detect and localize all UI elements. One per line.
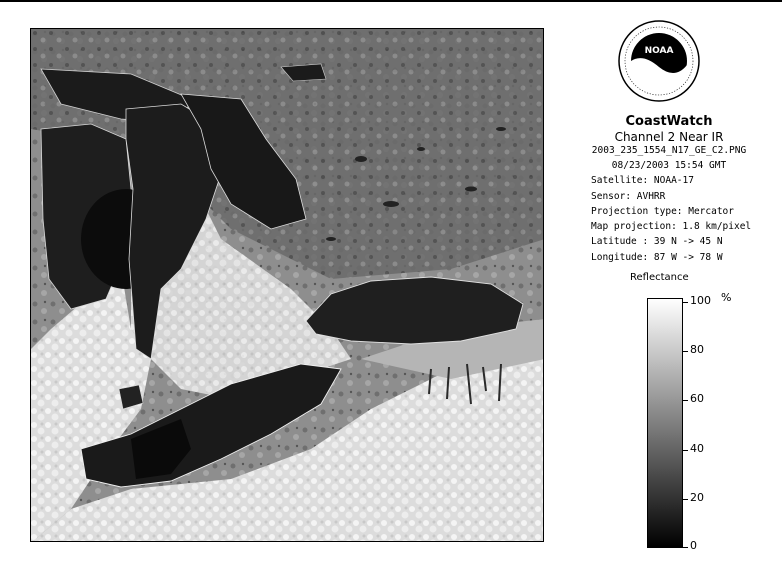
filename: 2003_235_1554_N17_GE_C2.PNG — [591, 145, 747, 156]
map-projection: Map projection: 1.8 km/pixel — [591, 221, 752, 233]
reflectance-colorbar — [647, 298, 683, 548]
latitude-range: Latitude : 39 N -> 45 N — [591, 236, 723, 248]
satellite-image — [30, 28, 544, 542]
noaa-logo-graphic — [618, 20, 700, 102]
colorbar-tick-label: 40 — [690, 442, 704, 455]
colorbar-tick — [683, 351, 688, 352]
colorbar-tick — [683, 302, 688, 303]
sensor: Sensor: AVHRR — [591, 190, 666, 202]
satellite: Satellite: NOAA-17 — [591, 175, 694, 187]
image-info-panel — [556, 114, 782, 265]
noaa-logo — [618, 20, 700, 102]
datetime: 08/23/2003 15:54 GMT — [611, 160, 727, 171]
noaa-logo-text: NOAA — [644, 46, 674, 56]
colorbar-tick-label: 20 — [690, 491, 704, 504]
colorbar-tick — [683, 450, 688, 451]
legend-unit: % — [721, 291, 732, 304]
top-rule — [0, 0, 782, 2]
colorbar-tick-label: 80 — [690, 343, 704, 356]
product-title: CoastWatch — [625, 114, 713, 129]
colorbar-tick — [683, 499, 688, 500]
colorbar-tick-label: 0 — [690, 539, 697, 552]
great-lakes-map — [31, 29, 544, 542]
longitude-range: Longitude: 87 W -> 78 W — [591, 251, 723, 263]
colorbar-tick — [683, 547, 688, 548]
colorbar-tick — [683, 400, 688, 401]
colorbar-tick-label: 60 — [690, 392, 704, 405]
legend-title: Reflectance — [630, 272, 689, 283]
channel-label: Channel 2 Near IR — [614, 130, 724, 144]
colorbar-tick-label: 100 — [690, 294, 711, 307]
projection-type: Projection type: Mercator — [591, 205, 734, 217]
